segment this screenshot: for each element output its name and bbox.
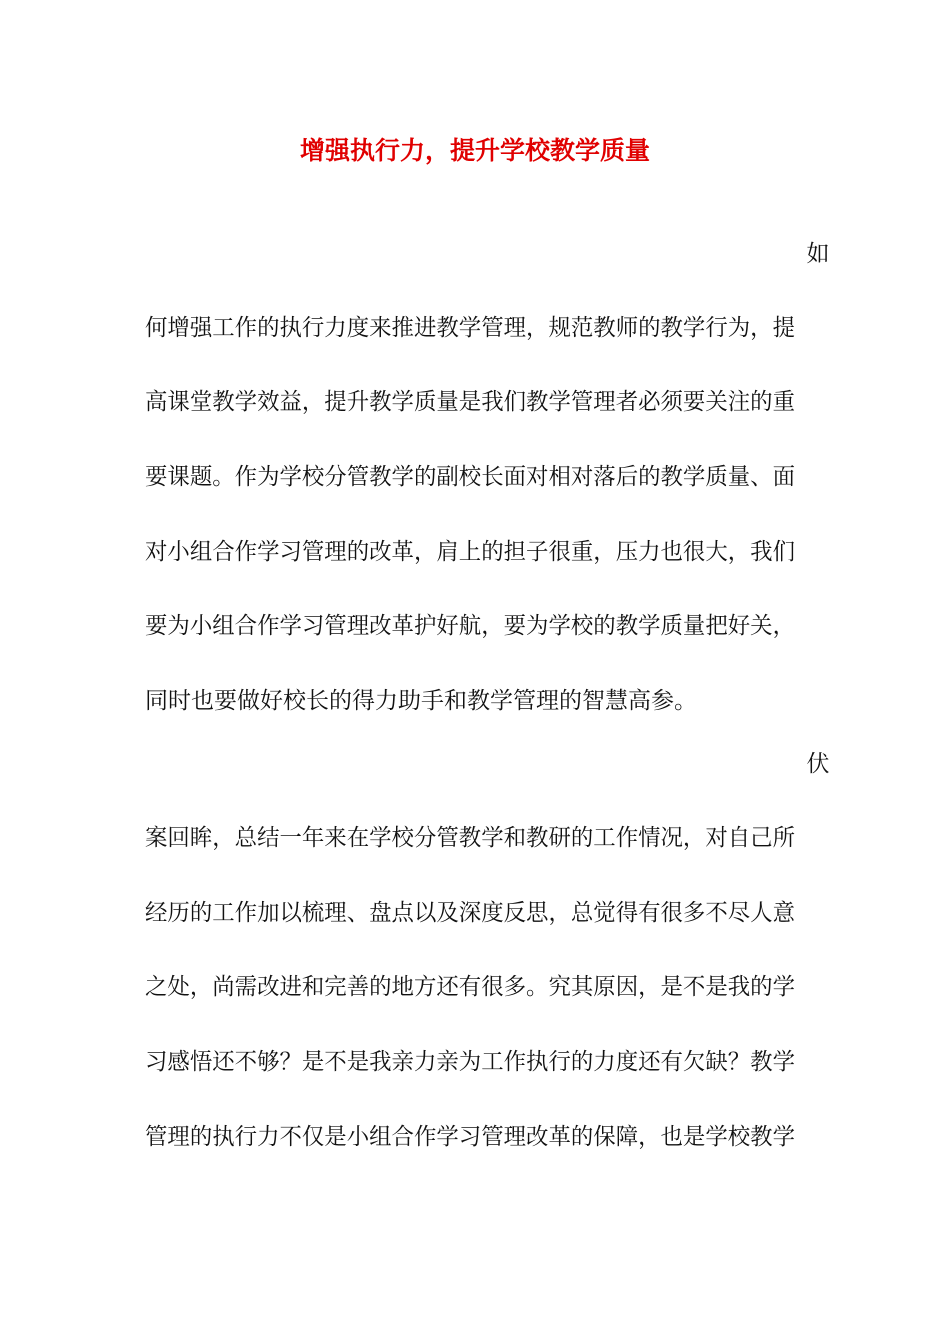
paragraph-2-line-1: 案回眸，总结一年来在学校分管教学和教研的工作情况，对自己所 — [145, 825, 795, 851]
document-title: 增强执行力，提升学校教学质量 — [299, 136, 650, 165]
paragraph-1-line-3: 要课题。作为学校分管教学的副校长面对相对落后的教学质量、面 — [145, 464, 795, 490]
paragraph-1-line-6: 同时也要做好校长的得力助手和教学管理的智慧高参。 — [145, 688, 697, 714]
paragraph-1-line-2: 高课堂教学效益，提升教学质量是我们教学管理者必须要关注的重 — [145, 389, 795, 415]
paragraph-2-line-5: 管理的执行力不仅是小组合作学习管理改革的保障，也是学校教学 — [145, 1124, 795, 1150]
paragraph-2-line-2: 经历的工作加以梳理、盘点以及深度反思，总觉得有很多不尽人意 — [145, 900, 795, 926]
paragraph-1-lead-char: 如 — [806, 241, 830, 267]
paragraph-1-line-5: 要为小组合作学习管理改革护好航，要为学校的教学质量把好关， — [145, 613, 795, 639]
paragraph-1-line-4: 对小组合作学习管理的改革，肩上的担子很重，压力也很大，我们 — [145, 539, 795, 565]
paragraph-2-line-4: 习感悟还不够？是不是我亲力亲为工作执行的力度还有欠缺？教学 — [145, 1049, 795, 1075]
paragraph-2-line-3: 之处，尚需改进和完善的地方还有很多。究其原因，是不是我的学 — [145, 974, 795, 1000]
paragraph-1-line-1: 何增强工作的执行力度来推进教学管理，规范教师的教学行为，提 — [145, 315, 795, 341]
paragraph-2-lead-char: 伏 — [806, 751, 830, 777]
